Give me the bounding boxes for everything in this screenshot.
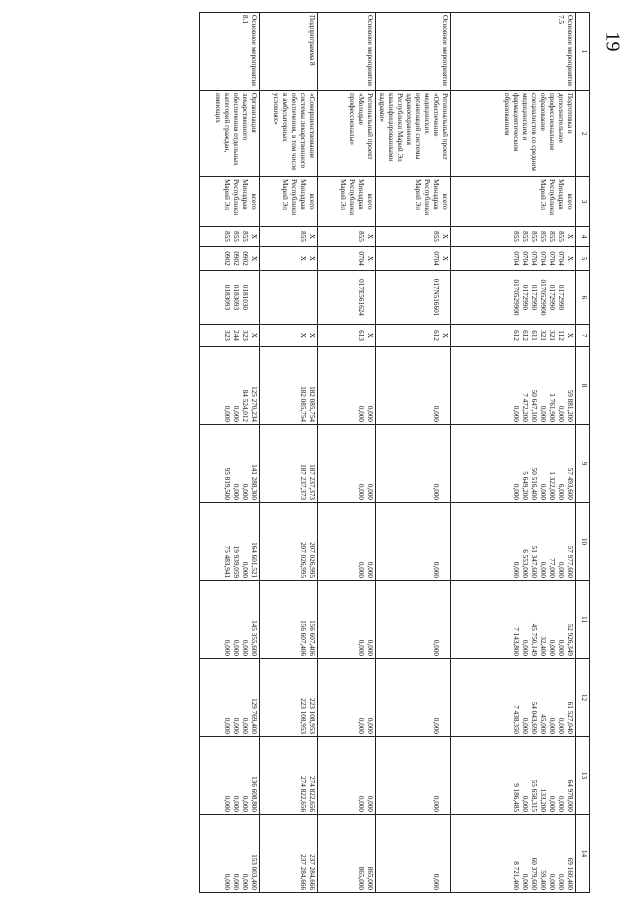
vr-cell: [451, 325, 576, 347]
cell-value: 0,000: [223, 639, 231, 656]
cell-value: 0,000: [557, 795, 565, 812]
cell-value: 1 761,900: [548, 393, 556, 422]
amount-cell: [260, 503, 318, 581]
cell-value: 129 769,400: [250, 698, 258, 734]
cell-value: 0172990: [548, 284, 556, 311]
cell-value: 0,000: [521, 717, 529, 734]
cell-value: Минздрав Республики Марий Эл: [281, 179, 307, 216]
cell-value: 0172990: [530, 284, 538, 311]
cell-value: Х: [366, 332, 374, 339]
cell-value: Х: [441, 233, 449, 240]
cell-value: 61 527,040: [566, 701, 574, 734]
cell-value: 5 649,200: [521, 471, 529, 500]
row-code-cell: Основное мероприятие: [318, 13, 376, 91]
cell-value: 0,000: [432, 639, 440, 656]
cell-value: 57 977,600: [566, 545, 574, 578]
cell-value: 017E561624: [357, 279, 365, 316]
cell-value: 0,000: [521, 639, 529, 656]
cell-value: 60 379,600: [530, 857, 538, 890]
page-number: 19: [601, 31, 624, 52]
cell-value: [298, 273, 307, 322]
amount-cell: [318, 425, 376, 503]
cell-value: 55 658,315: [530, 779, 538, 812]
amount-cell: [200, 425, 260, 503]
cell-value: Х: [566, 255, 574, 262]
cell-value: 156 607,406: [299, 620, 307, 656]
row-code-cell: Основное мероприятие 8.1: [200, 13, 260, 91]
cell-value: 855: [241, 231, 249, 242]
col-header: 3: [576, 177, 590, 227]
cell-value: 0,000: [521, 873, 529, 890]
cell-value: Х: [299, 255, 307, 262]
row-code-cell: Основное мероприятие 7.5: [451, 13, 576, 91]
grbs-cell: [376, 227, 451, 247]
cell-value: 182 085,754: [299, 386, 307, 422]
cell-value: 0,000: [557, 639, 565, 656]
cell-value: 855: [557, 231, 565, 242]
cell-value: 017N516601: [432, 278, 440, 317]
csr-cell: [451, 271, 576, 325]
cell-value: 0170529900: [539, 279, 547, 316]
col-header: 10: [576, 503, 590, 581]
col-header: 1: [576, 13, 590, 91]
cell-value: 855: [232, 231, 240, 242]
vr-cell: [376, 325, 451, 347]
cell-value: Х: [250, 255, 258, 262]
amount-cell: [200, 737, 260, 815]
cell-value: [307, 273, 316, 322]
cell-value: Х: [250, 332, 258, 339]
table-row: [318, 13, 376, 893]
executor-cell: [318, 177, 376, 227]
cell-value: 0902: [232, 251, 240, 266]
row-title-cell: Организация лекарственного обеспечения отдельных категорий граждан, имеющих: [200, 91, 260, 177]
grbs-cell: [451, 227, 576, 247]
cell-value: 855: [530, 231, 538, 242]
cell-value: 0,000: [223, 873, 231, 890]
cell-value: 237 284,666: [308, 854, 316, 890]
cell-value: 0,000: [548, 873, 556, 890]
cell-value: 0704: [512, 251, 520, 266]
amount-cell: [318, 581, 376, 659]
cell-value: 0,000: [241, 717, 249, 734]
cell-value: 0902: [223, 251, 231, 266]
cell-value: 0,000: [232, 405, 240, 422]
cell-value: 244: [232, 330, 240, 341]
cell-value: 75 483,941: [223, 545, 231, 578]
cell-value: 0,000: [548, 795, 556, 812]
csr-cell: [200, 271, 260, 325]
cell-value: 0,000: [539, 561, 547, 578]
cell-value: 0,000: [432, 405, 440, 422]
cell-value: Х: [299, 332, 307, 339]
cell-value: 7 472,200: [521, 393, 529, 422]
amount-cell: [260, 581, 318, 659]
cell-value: 0,000: [512, 483, 520, 500]
cell-value: 164 601,521: [250, 542, 258, 578]
cell-value: 0,000: [432, 717, 440, 734]
cell-value: 0,000: [357, 639, 365, 656]
grbs-cell: [260, 227, 318, 247]
cell-value: 855: [512, 231, 520, 242]
col-header: 7: [576, 325, 590, 347]
cell-value: 321: [539, 330, 547, 341]
cell-value: 865,000: [357, 866, 365, 890]
table-row: [451, 13, 576, 893]
amount-cell: [451, 581, 576, 659]
cell-value: Х: [441, 332, 449, 339]
col-header: 14: [576, 815, 590, 893]
cell-value: [440, 349, 449, 422]
cell-value: 323: [241, 330, 249, 341]
cell-value: 182 085,754: [308, 386, 316, 422]
cell-value: 0,000: [241, 561, 249, 578]
cell-value: 865,000: [366, 866, 374, 890]
cell-value: 0,000: [366, 483, 374, 500]
cell-value: 59 881,200: [566, 389, 574, 422]
cell-value: [440, 427, 449, 500]
cell-value: всего: [566, 193, 574, 210]
amount-cell: [451, 347, 576, 425]
cell-value: 6,000: [557, 483, 565, 500]
rzpr-cell: [260, 247, 318, 271]
csr-cell: [376, 271, 451, 325]
col-header: 9: [576, 425, 590, 503]
cell-value: 0704: [432, 251, 440, 266]
cell-value: 0,000: [232, 873, 240, 890]
col-header: 5: [576, 247, 590, 271]
cell-value: 207 026,995: [308, 542, 316, 578]
amount-cell: [376, 347, 451, 425]
cell-value: 0,000: [557, 717, 565, 734]
executor-cell: [451, 177, 576, 227]
col-header: 12: [576, 659, 590, 737]
csr-cell: [318, 271, 376, 325]
amount-cell: [200, 659, 260, 737]
col-header: 2: [576, 91, 590, 177]
row-code-cell: Основное мероприятие: [376, 13, 451, 91]
cell-value: 274 822,656: [299, 776, 307, 812]
cell-value: 64 978,000: [566, 779, 574, 812]
cell-value: 8 721,400: [512, 861, 520, 890]
grbs-cell: [318, 227, 376, 247]
cell-value: 0,000: [223, 717, 231, 734]
cell-value: [440, 583, 449, 656]
rzpr-cell: [200, 247, 260, 271]
cell-value: 611: [530, 330, 538, 341]
cell-value: 0170529900: [512, 279, 520, 316]
amount-cell: [260, 737, 318, 815]
cell-value: 0,000: [557, 405, 565, 422]
cell-value: 156 607,406: [308, 620, 316, 656]
amount-cell: [200, 815, 260, 893]
cell-value: 145 355,600: [250, 620, 258, 656]
cell-value: 321: [548, 330, 556, 341]
cell-value: 0,000: [357, 561, 365, 578]
amount-cell: [318, 737, 376, 815]
cell-value: 855: [432, 231, 440, 242]
cell-value: 0,000: [366, 561, 374, 578]
cell-value: Х: [366, 233, 374, 240]
cell-value: 613: [357, 330, 365, 341]
vr-cell: [200, 325, 260, 347]
cell-value: 0,000: [366, 717, 374, 734]
col-header: 8: [576, 347, 590, 425]
cell-value: 855: [539, 231, 547, 242]
cell-value: 223 108,953: [299, 698, 307, 734]
cell-value: Минздрав Республики Марий Эл: [414, 179, 440, 216]
cell-value: 0172990: [557, 284, 565, 311]
cell-value: 0,000: [432, 483, 440, 500]
amount-cell: [376, 503, 451, 581]
cell-value: 274 822,656: [308, 776, 316, 812]
cell-value: 0,000: [557, 561, 565, 578]
cell-value: 855: [357, 231, 365, 242]
cell-value: 0704: [539, 251, 547, 266]
cell-value: 223 108,953: [308, 698, 316, 734]
cell-value: всего: [308, 193, 316, 210]
cell-value: 51 347,600: [530, 545, 538, 578]
row-title-cell: «Совершенствование системы лекарственного обеспечения, в том числе в амбулаторных условиях»: [260, 91, 318, 177]
csr-cell: [260, 271, 318, 325]
cell-value: 0172990: [521, 284, 529, 311]
cell-value: 0,000: [432, 795, 440, 812]
cell-value: всего: [366, 193, 374, 210]
vr-cell: [318, 325, 376, 347]
cell-value: 136 608,800: [250, 776, 258, 812]
cell-value: 0704: [357, 251, 365, 266]
cell-value: 0,000: [357, 405, 365, 422]
cell-value: 7 143,800: [512, 627, 520, 656]
cell-value: [440, 273, 449, 322]
amount-cell: [200, 503, 260, 581]
cell-value: 50 647,100: [530, 389, 538, 422]
amount-cell: [260, 815, 318, 893]
cell-value: 0,000: [357, 717, 365, 734]
cell-value: [565, 273, 574, 322]
cell-value: 77,000: [548, 558, 556, 578]
amount-cell: [318, 815, 376, 893]
cell-value: 0,000: [241, 873, 249, 890]
table-body: [200, 13, 576, 893]
amount-cell: [376, 815, 451, 893]
cell-value: 19 939,059: [232, 545, 240, 578]
amount-cell: [376, 425, 451, 503]
cell-value: 112: [557, 330, 565, 341]
cell-value: 855: [223, 231, 231, 242]
cell-value: 187 237,373: [308, 464, 316, 500]
cell-value: 95 819,500: [223, 467, 231, 500]
cell-value: 52 926,349: [566, 623, 574, 656]
cell-value: 50 516,400: [530, 467, 538, 500]
header-row: [576, 13, 590, 893]
cell-value: Х: [441, 255, 449, 262]
cell-value: 0,000: [241, 795, 249, 812]
cell-value: 0,000: [512, 561, 520, 578]
amount-cell: [376, 737, 451, 815]
cell-value: 57 493,600: [566, 467, 574, 500]
rzpr-cell: [376, 247, 451, 271]
cell-value: 0704: [557, 251, 565, 266]
cell-value: [249, 273, 258, 322]
cell-value: 855: [548, 231, 556, 242]
cell-value: 612: [432, 330, 440, 341]
cell-value: 0,000: [366, 639, 374, 656]
cell-value: 0,000: [232, 795, 240, 812]
cell-value: всего: [250, 193, 258, 210]
cell-value: 0,000: [432, 873, 440, 890]
cell-value: 0,000: [548, 639, 556, 656]
cell-value: 0,000: [548, 717, 556, 734]
cell-value: 45 750,149: [530, 623, 538, 656]
cell-value: 0,000: [366, 405, 374, 422]
cell-value: [365, 273, 374, 322]
cell-value: Х: [308, 233, 316, 240]
col-header: 6: [576, 271, 590, 325]
cell-value: 153 003,400: [250, 854, 258, 890]
cell-value: 855: [521, 231, 529, 242]
cell-value: 0183093: [223, 284, 231, 311]
amount-cell: [318, 659, 376, 737]
rzpr-cell: [318, 247, 376, 271]
vr-cell: [260, 325, 318, 347]
cell-value: 69 160,400: [566, 857, 574, 890]
cell-value: 237 284,666: [299, 854, 307, 890]
cell-value: всего: [441, 193, 449, 210]
cell-value: 207 026,995: [299, 542, 307, 578]
amount-cell: [376, 581, 451, 659]
cell-value: Х: [566, 233, 574, 240]
cell-value: 59,400: [539, 870, 547, 890]
amount-cell: [451, 659, 576, 737]
cell-value: [440, 661, 449, 734]
cell-value: 0902: [241, 251, 249, 266]
cell-value: 141 288,300: [250, 464, 258, 500]
cell-value: 0,000: [232, 639, 240, 656]
cell-value: Х: [250, 233, 258, 240]
col-header: 11: [576, 581, 590, 659]
cell-value: 0,000: [232, 483, 240, 500]
table-row: [200, 13, 260, 893]
amount-cell: [451, 425, 576, 503]
cell-value: [440, 739, 449, 812]
col-header: 4: [576, 227, 590, 247]
col-header: 13: [576, 737, 590, 815]
cell-value: 0,000: [241, 639, 249, 656]
cell-value: Минздрав Республики Марий Эл: [339, 179, 365, 216]
cell-value: 0181030: [241, 284, 249, 311]
cell-value: 0,000: [512, 405, 520, 422]
cell-value: 0,000: [241, 483, 249, 500]
cell-value: 323: [223, 330, 231, 341]
executor-cell: [376, 177, 451, 227]
amount-cell: [260, 659, 318, 737]
amount-cell: [376, 659, 451, 737]
cell-value: 32,400: [539, 636, 547, 656]
cell-value: 0,000: [357, 795, 365, 812]
cell-value: 133,200: [539, 788, 547, 812]
cell-value: [440, 505, 449, 578]
cell-value: 0183093: [232, 284, 240, 311]
cell-value: 0704: [548, 251, 556, 266]
cell-value: 9 186,485: [512, 783, 520, 812]
row-code-cell: Подпрограмма 8: [260, 13, 318, 91]
row-title-cell: Региональный проект «Обеспечение медицинских организаций системы здравоохранения Республики Марий Эл квалифицированными кадрами»: [376, 91, 451, 177]
amount-cell: [260, 425, 318, 503]
cell-value: 125 270,234: [250, 386, 258, 422]
cell-value: Х: [566, 332, 574, 339]
executor-cell: [260, 177, 318, 227]
cell-value: 0,000: [521, 795, 529, 812]
cell-value: 0,000: [557, 873, 565, 890]
amount-cell: [318, 503, 376, 581]
cell-value: 612: [512, 330, 520, 341]
table-row: [376, 13, 451, 893]
cell-value: [440, 817, 449, 890]
cell-value: Х: [308, 332, 316, 339]
cell-value: 0,000: [366, 795, 374, 812]
amount-cell: [200, 581, 260, 659]
cell-value: Х: [366, 255, 374, 262]
cell-value: 855: [299, 231, 307, 242]
amount-cell: [200, 347, 260, 425]
cell-value: 0,000: [539, 405, 547, 422]
cell-value: 84 524,012: [241, 389, 249, 422]
cell-value: 6 553,000: [521, 549, 529, 578]
executor-cell: [200, 177, 260, 227]
cell-value: 0704: [521, 251, 529, 266]
cell-value: 612: [521, 330, 529, 341]
cell-value: Х: [308, 255, 316, 262]
budget-table: [199, 12, 590, 893]
cell-value: 0,000: [232, 717, 240, 734]
cell-value: Минздрав Республики Марий Эл: [539, 179, 565, 216]
amount-cell: [260, 347, 318, 425]
cell-value: 54 043,690: [530, 701, 538, 734]
row-title-cell: Подготовка и дополнительное профессиональное образование специалистов со средним медицинским и фармацевтическим образованием: [451, 91, 576, 177]
cell-value: 0704: [530, 251, 538, 266]
cell-value: 0,000: [539, 483, 547, 500]
cell-value: 7 438,350: [512, 705, 520, 734]
rotated-table-container: [90, 12, 590, 892]
cell-value: 0,000: [223, 795, 231, 812]
amount-cell: [451, 815, 576, 893]
cell-value: 1 322,000: [548, 471, 556, 500]
row-title-cell: Региональный проект «Молодые профессионалы»: [318, 91, 376, 177]
cell-value: 0,000: [357, 483, 365, 500]
grbs-cell: [200, 227, 260, 247]
cell-value: 45,000: [539, 714, 547, 734]
table-row: [260, 13, 318, 893]
cell-value: 0,000: [223, 405, 231, 422]
cell-value: 187 237,373: [299, 464, 307, 500]
amount-cell: [451, 503, 576, 581]
amount-cell: [451, 737, 576, 815]
cell-value: 0,000: [432, 561, 440, 578]
amount-cell: [318, 347, 376, 425]
cell-value: Минздрав Республики Марий Эл: [223, 179, 249, 216]
rzpr-cell: [451, 247, 576, 271]
